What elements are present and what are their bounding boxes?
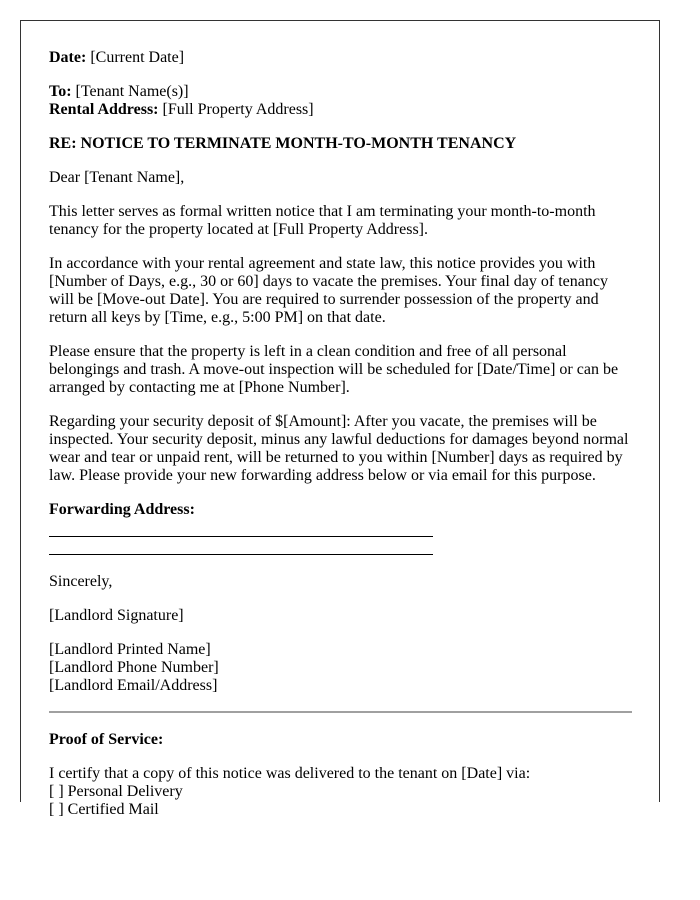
valediction: Sincerely, [49, 573, 113, 590]
to-label: To: [49, 83, 72, 100]
landlord-printed-name: [Landlord Printed Name] [49, 641, 211, 658]
date-line [49, 49, 632, 67]
to-value: [Tenant Name(s)] [75, 83, 189, 100]
letter-content [49, 49, 632, 835]
forwarding-address-line-2[interactable] [49, 537, 433, 555]
landlord-phone: [Landlord Phone Number] [49, 659, 219, 676]
rental-address-label: Rental Address: [49, 101, 159, 118]
proof-of-service-heading: Proof of Service: [49, 731, 164, 748]
section-divider [49, 711, 632, 713]
date-value: [Current Date] [90, 49, 185, 66]
paragraph-condition: Please ensure that the property is left in a clean condition and free of all personal belongings and trash. A move-out inspection will be scheduled for [Date/Time] or can be arranged by contacting me at [Phone Number]. [49, 343, 619, 396]
proof-statement: I certify that a copy of this notice was delivered to the tenant on [Date] via: [49, 765, 531, 782]
subject-line: RE: NOTICE TO TERMINATE MONTH-TO-MONTH TENANCY [49, 135, 517, 152]
paragraph-termination: This letter serves as formal written notice that I am terminating your month-to-month tenancy for the property located at [Full Property Address]. [49, 203, 596, 238]
delivery-option-personal: [ ] Personal Delivery [49, 783, 183, 800]
landlord-contact-block [49, 641, 632, 695]
landlord-email-address: [Landlord Email/Address] [49, 677, 218, 694]
forwarding-address-block [49, 519, 632, 555]
proof-of-service-block [49, 765, 632, 819]
rental-address-value: [Full Property Address] [162, 101, 314, 118]
paragraph-notice-period: In accordance with your rental agreement and state law, this notice provides you with [Number of Days, e.g., 30 or 60] days to vacate the premises. Your final day of tenancy will be [Move-out Date]. You are required to surrender possession of the property and return all keys by [Time, e.g., 5:00 PM] on that date. [49, 255, 608, 326]
forwarding-address-label: Forwarding Address: [49, 501, 195, 518]
paragraph-security-deposit: Regarding your security deposit of $[Amount]: After you vacate, the premises will be inspected. Your security deposit, minus any lawful deductions for damages beyond normal wear and tear or unpaid rent, will be returned to you within [Number] days as required by law. Please provide your new forwarding address below or via email for this purpose. [49, 413, 629, 484]
forwarding-address-line-1[interactable] [49, 519, 433, 537]
date-label: Date: [49, 49, 87, 66]
recipient-block [49, 83, 632, 119]
salutation: Dear [Tenant Name], [49, 169, 185, 186]
letter-page [20, 20, 660, 818]
delivery-option-certified-mail: [ ] Certified Mail [49, 801, 159, 818]
landlord-signature: [Landlord Signature] [49, 607, 184, 624]
